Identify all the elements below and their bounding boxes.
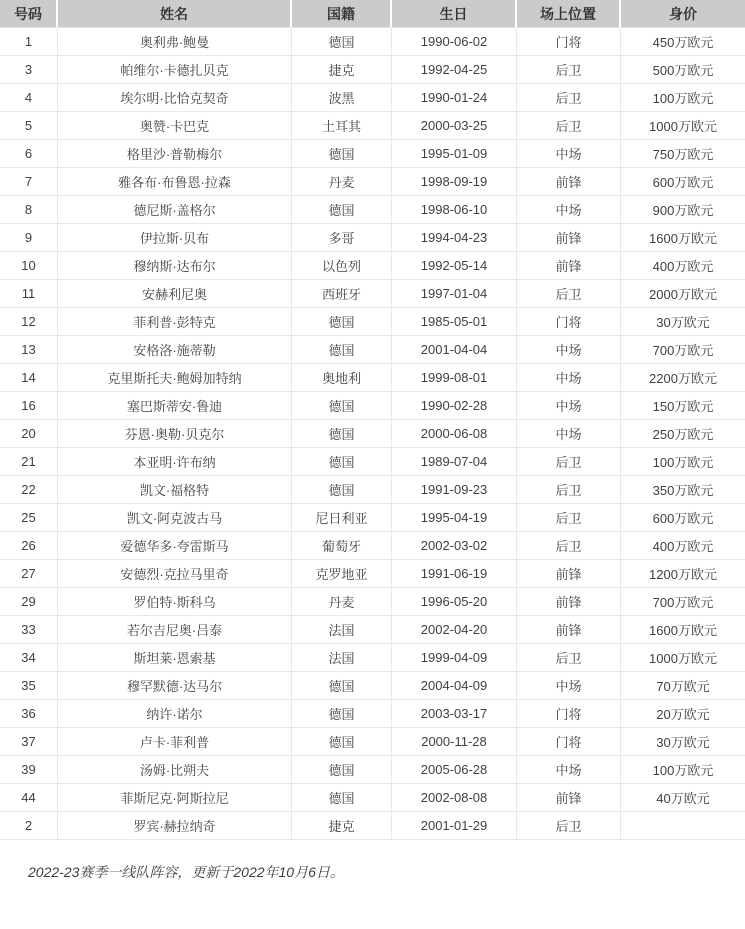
cell-birthday: 2001-04-04 xyxy=(392,336,517,364)
cell-position: 后卫 xyxy=(517,504,621,532)
cell-position: 门将 xyxy=(517,308,621,336)
cell-name: 雅各布·布鲁恩·拉森 xyxy=(58,168,292,196)
cell-nationality: 法国 xyxy=(292,644,392,672)
footnote: 2022-23赛季一线队阵容，更新于2022年10月6日。 xyxy=(28,864,344,880)
cell-position: 中场 xyxy=(517,196,621,224)
cell-number: 26 xyxy=(0,532,58,560)
cell-number: 22 xyxy=(0,476,58,504)
cell-nationality: 德国 xyxy=(292,784,392,812)
cell-name: 凯文·福格特 xyxy=(58,476,292,504)
cell-nationality: 德国 xyxy=(292,700,392,728)
cell-nationality: 德国 xyxy=(292,140,392,168)
cell-nationality: 德国 xyxy=(292,336,392,364)
table-row xyxy=(0,644,745,672)
table-row xyxy=(0,28,745,56)
cell-birthday: 1992-05-14 xyxy=(392,252,517,280)
cell-number: 5 xyxy=(0,112,58,140)
cell-number: 10 xyxy=(0,252,58,280)
cell-name: 凯文·阿克波古马 xyxy=(58,504,292,532)
cell-value: 750万欧元 xyxy=(621,140,745,168)
cell-name: 伊拉斯·贝布 xyxy=(58,224,292,252)
column-header-birthday: 生日 xyxy=(392,0,517,28)
cell-birthday: 1997-01-04 xyxy=(392,280,517,308)
cell-birthday: 2000-11-28 xyxy=(392,728,517,756)
cell-birthday: 1992-04-25 xyxy=(392,56,517,84)
cell-position: 前锋 xyxy=(517,224,621,252)
cell-name: 汤姆·比朔夫 xyxy=(58,756,292,784)
cell-nationality: 葡萄牙 xyxy=(292,532,392,560)
cell-nationality: 捷克 xyxy=(292,56,392,84)
cell-birthday: 1998-06-10 xyxy=(392,196,517,224)
cell-value: 450万欧元 xyxy=(621,28,745,56)
table-row xyxy=(0,280,745,308)
cell-number: 11 xyxy=(0,280,58,308)
cell-birthday: 1991-06-19 xyxy=(392,560,517,588)
cell-name: 穆纳斯·达布尔 xyxy=(58,252,292,280)
cell-birthday: 1991-09-23 xyxy=(392,476,517,504)
table-row xyxy=(0,812,745,840)
cell-position: 前锋 xyxy=(517,252,621,280)
cell-nationality: 多哥 xyxy=(292,224,392,252)
column-header-number: 号码 xyxy=(0,0,58,28)
cell-number: 14 xyxy=(0,364,58,392)
table-row xyxy=(0,532,745,560)
cell-value: 600万欧元 xyxy=(621,504,745,532)
cell-position: 后卫 xyxy=(517,532,621,560)
cell-birthday: 1990-02-28 xyxy=(392,392,517,420)
cell-name: 若尔吉尼奥·吕泰 xyxy=(58,616,292,644)
cell-nationality: 尼日利亚 xyxy=(292,504,392,532)
cell-nationality: 克罗地亚 xyxy=(292,560,392,588)
cell-number: 2 xyxy=(0,812,58,840)
cell-birthday: 1995-04-19 xyxy=(392,504,517,532)
cell-nationality: 德国 xyxy=(292,756,392,784)
cell-value: 500万欧元 xyxy=(621,56,745,84)
cell-number: 36 xyxy=(0,700,58,728)
cell-birthday: 1998-09-19 xyxy=(392,168,517,196)
cell-nationality: 德国 xyxy=(292,728,392,756)
cell-value: 900万欧元 xyxy=(621,196,745,224)
cell-number: 9 xyxy=(0,224,58,252)
cell-position: 门将 xyxy=(517,728,621,756)
cell-nationality: 德国 xyxy=(292,28,392,56)
cell-position: 中场 xyxy=(517,364,621,392)
cell-birthday: 1990-06-02 xyxy=(392,28,517,56)
cell-value: 70万欧元 xyxy=(621,672,745,700)
cell-number: 25 xyxy=(0,504,58,532)
table-row xyxy=(0,392,745,420)
cell-position: 前锋 xyxy=(517,588,621,616)
cell-name: 埃尔明·比恰克契奇 xyxy=(58,84,292,112)
cell-value: 350万欧元 xyxy=(621,476,745,504)
cell-nationality: 法国 xyxy=(292,616,392,644)
cell-nationality: 德国 xyxy=(292,392,392,420)
cell-birthday: 1999-04-09 xyxy=(392,644,517,672)
table-row xyxy=(0,616,745,644)
cell-value: 400万欧元 xyxy=(621,252,745,280)
table-row xyxy=(0,728,745,756)
cell-value: 700万欧元 xyxy=(621,336,745,364)
cell-position: 中场 xyxy=(517,672,621,700)
cell-number: 34 xyxy=(0,644,58,672)
cell-name: 塞巴斯蒂安·鲁迪 xyxy=(58,392,292,420)
cell-nationality: 德国 xyxy=(292,308,392,336)
table-row xyxy=(0,168,745,196)
cell-number: 44 xyxy=(0,784,58,812)
cell-number: 1 xyxy=(0,28,58,56)
column-header-nationality: 国籍 xyxy=(292,0,392,28)
table-row xyxy=(0,448,745,476)
cell-position: 后卫 xyxy=(517,56,621,84)
cell-name: 安赫利尼奥 xyxy=(58,280,292,308)
column-header-position: 场上位置 xyxy=(517,0,621,28)
cell-name: 奥利弗·鲍曼 xyxy=(58,28,292,56)
cell-position: 中场 xyxy=(517,336,621,364)
cell-birthday: 2001-01-29 xyxy=(392,812,517,840)
cell-number: 20 xyxy=(0,420,58,448)
table-row xyxy=(0,560,745,588)
cell-number: 21 xyxy=(0,448,58,476)
cell-value: 30万欧元 xyxy=(621,308,745,336)
cell-nationality: 德国 xyxy=(292,420,392,448)
cell-name: 穆罕默德·达马尔 xyxy=(58,672,292,700)
cell-birthday: 2000-06-08 xyxy=(392,420,517,448)
table-row xyxy=(0,756,745,784)
table-row xyxy=(0,504,745,532)
cell-name: 德尼斯·盖格尔 xyxy=(58,196,292,224)
table-body xyxy=(0,28,745,840)
cell-position: 门将 xyxy=(517,28,621,56)
cell-nationality: 以色列 xyxy=(292,252,392,280)
cell-position: 后卫 xyxy=(517,448,621,476)
cell-name: 奥赞·卡巴克 xyxy=(58,112,292,140)
cell-number: 29 xyxy=(0,588,58,616)
cell-position: 中场 xyxy=(517,420,621,448)
cell-birthday: 2002-04-20 xyxy=(392,616,517,644)
cell-position: 后卫 xyxy=(517,280,621,308)
cell-value: 700万欧元 xyxy=(621,588,745,616)
table-row xyxy=(0,672,745,700)
column-header-value: 身价 xyxy=(621,0,745,28)
cell-number: 16 xyxy=(0,392,58,420)
table-header xyxy=(0,0,745,28)
cell-position: 前锋 xyxy=(517,168,621,196)
cell-position: 门将 xyxy=(517,700,621,728)
cell-number: 33 xyxy=(0,616,58,644)
cell-value: 250万欧元 xyxy=(621,420,745,448)
cell-number: 37 xyxy=(0,728,58,756)
cell-nationality: 奥地利 xyxy=(292,364,392,392)
cell-name: 本亚明·许布纳 xyxy=(58,448,292,476)
cell-nationality: 波黑 xyxy=(292,84,392,112)
cell-position: 前锋 xyxy=(517,560,621,588)
cell-name: 帕维尔·卡德扎贝克 xyxy=(58,56,292,84)
cell-name: 纳许·诺尔 xyxy=(58,700,292,728)
cell-value: 100万欧元 xyxy=(621,448,745,476)
cell-birthday: 2000-03-25 xyxy=(392,112,517,140)
cell-birthday: 2002-08-08 xyxy=(392,784,517,812)
table-row xyxy=(0,588,745,616)
cell-value: 40万欧元 xyxy=(621,784,745,812)
cell-name: 安德烈·克拉马里奇 xyxy=(58,560,292,588)
cell-nationality: 德国 xyxy=(292,196,392,224)
cell-birthday: 2004-04-09 xyxy=(392,672,517,700)
cell-value: 1200万欧元 xyxy=(621,560,745,588)
cell-position: 中场 xyxy=(517,140,621,168)
cell-position: 前锋 xyxy=(517,784,621,812)
header-row xyxy=(0,0,745,28)
cell-value: 150万欧元 xyxy=(621,392,745,420)
cell-number: 27 xyxy=(0,560,58,588)
table-row xyxy=(0,196,745,224)
cell-value xyxy=(621,812,745,840)
cell-number: 6 xyxy=(0,140,58,168)
cell-number: 7 xyxy=(0,168,58,196)
cell-name: 爱德华多·夸雷斯马 xyxy=(58,532,292,560)
cell-name: 卢卡·菲利普 xyxy=(58,728,292,756)
cell-position: 中场 xyxy=(517,392,621,420)
cell-position: 前锋 xyxy=(517,616,621,644)
cell-nationality: 西班牙 xyxy=(292,280,392,308)
cell-name: 罗宾·赫拉纳奇 xyxy=(58,812,292,840)
cell-birthday: 1996-05-20 xyxy=(392,588,517,616)
cell-position: 后卫 xyxy=(517,476,621,504)
cell-birthday: 1985-05-01 xyxy=(392,308,517,336)
cell-birthday: 1995-01-09 xyxy=(392,140,517,168)
cell-birthday: 2003-03-17 xyxy=(392,700,517,728)
cell-nationality: 土耳其 xyxy=(292,112,392,140)
cell-name: 安格洛·施蒂勒 xyxy=(58,336,292,364)
table-row xyxy=(0,112,745,140)
table-row xyxy=(0,252,745,280)
cell-position: 后卫 xyxy=(517,84,621,112)
cell-number: 3 xyxy=(0,56,58,84)
cell-number: 12 xyxy=(0,308,58,336)
cell-birthday: 2002-03-02 xyxy=(392,532,517,560)
table-row xyxy=(0,336,745,364)
cell-birthday: 1989-07-04 xyxy=(392,448,517,476)
cell-value: 1000万欧元 xyxy=(621,644,745,672)
cell-value: 1000万欧元 xyxy=(621,112,745,140)
table-row xyxy=(0,140,745,168)
cell-birthday: 1999-08-01 xyxy=(392,364,517,392)
table-row xyxy=(0,700,745,728)
cell-position: 中场 xyxy=(517,756,621,784)
table-row xyxy=(0,364,745,392)
cell-birthday: 1990-01-24 xyxy=(392,84,517,112)
table-row xyxy=(0,476,745,504)
cell-name: 芬恩·奥勒·贝克尔 xyxy=(58,420,292,448)
cell-nationality: 德国 xyxy=(292,448,392,476)
table-row xyxy=(0,420,745,448)
cell-number: 4 xyxy=(0,84,58,112)
cell-value: 1600万欧元 xyxy=(621,224,745,252)
cell-name: 菲斯尼克·阿斯拉尼 xyxy=(58,784,292,812)
cell-name: 斯坦莱·恩索基 xyxy=(58,644,292,672)
cell-value: 100万欧元 xyxy=(621,756,745,784)
table-row xyxy=(0,84,745,112)
cell-value: 600万欧元 xyxy=(621,168,745,196)
table-row xyxy=(0,224,745,252)
cell-value: 2000万欧元 xyxy=(621,280,745,308)
cell-value: 30万欧元 xyxy=(621,728,745,756)
cell-number: 35 xyxy=(0,672,58,700)
cell-number: 8 xyxy=(0,196,58,224)
cell-name: 菲利普·彭特克 xyxy=(58,308,292,336)
cell-value: 100万欧元 xyxy=(621,84,745,112)
cell-nationality: 德国 xyxy=(292,476,392,504)
cell-value: 2200万欧元 xyxy=(621,364,745,392)
cell-birthday: 1994-04-23 xyxy=(392,224,517,252)
table-row xyxy=(0,784,745,812)
cell-name: 格里沙·普勒梅尔 xyxy=(58,140,292,168)
cell-birthday: 2005-06-28 xyxy=(392,756,517,784)
cell-nationality: 丹麦 xyxy=(292,588,392,616)
cell-value: 400万欧元 xyxy=(621,532,745,560)
column-header-name: 姓名 xyxy=(58,0,292,28)
cell-nationality: 德国 xyxy=(292,672,392,700)
cell-position: 后卫 xyxy=(517,812,621,840)
cell-number: 13 xyxy=(0,336,58,364)
cell-name: 罗伯特·斯科乌 xyxy=(58,588,292,616)
cell-position: 后卫 xyxy=(517,644,621,672)
table-row xyxy=(0,56,745,84)
cell-nationality: 丹麦 xyxy=(292,168,392,196)
cell-name: 克里斯托夫·鲍姆加特纳 xyxy=(58,364,292,392)
cell-value: 1600万欧元 xyxy=(621,616,745,644)
cell-number: 39 xyxy=(0,756,58,784)
cell-nationality: 捷克 xyxy=(292,812,392,840)
table-row xyxy=(0,308,745,336)
cell-position: 后卫 xyxy=(517,112,621,140)
cell-value: 20万欧元 xyxy=(621,700,745,728)
